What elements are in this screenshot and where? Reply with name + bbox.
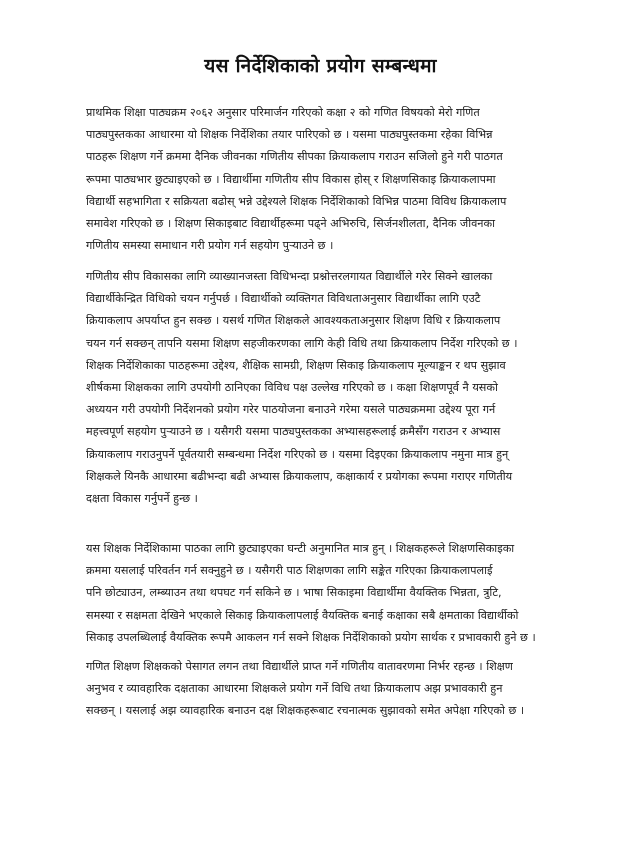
text-line: चयन गर्न सक्छन् तापनि यसमा शिक्षण सहजीकरणका लागि केही विधि तथा क्रियाकलाप निर्देश गरिएको छ । [86,336,518,350]
page-title: यस निर्देशिकाको प्रयोग सम्बन्धमा [204,55,437,77]
text-line: सक्छन् । यसलाई अझ व्यावहारिक बनाउन दक्ष शिक्षकहरूबाट रचनात्मक सुझावको समेत अपेक्षा गरिएको छ । [86,704,525,718]
paragraph-4 [86,656,609,723]
text-line: विद्यार्थी सहभागिता र सक्रियता बढोस् भन्ने उद्देश्यले शिक्षक निर्देशिकाको विभिन्न पाठमा विविध क्रियाकलाप [86,194,507,208]
text-line: गणित शिक्षण शिक्षकको पेसागत लगन तथा विद्यार्थीले प्राप्त गर्ने गणितीय वातावरणमा निर्भर रहन्छ । शिक्षण [86,660,513,673]
text-line: प्राथमिक शिक्षा पाठ्यक्रम २०६२ अनुसार परिमार्जन गरिएको कक्षा २ को गणित विषयको मेरो गणित [86,106,480,119]
text-line: सिकाइ उपलब्धिलाई वैयक्तिक रूपमै आकलन गर्न सक्ने शिक्षक निर्देशिकाको प्रयोग सार्थक र प्रभावकारी हुने छ । [86,630,536,644]
text-line: क्रियाकलाप गराउनुपर्ने पूर्वतयारी सम्बन्धमा निर्देश गरिएको छ । यसमा दिइएका क्रियाकलाप नमुना मात्र हुन् [86,447,509,461]
text-line: गणितीय समस्या समाधान गरी प्रयोग गर्न सहयोग पुऱ्याउने छ । [86,239,334,253]
text-line: पाठ्यपुस्तकका आधारमा यो शिक्षक निर्देशिका तयार पारिएको छ । यसमा पाठ्यपुस्तकमा रहेका विभिन्न [86,128,493,142]
text-line: अनुभव र व्यावहारिक दक्षताका आधारमा शिक्षकले प्रयोग गर्ने विधि तथा क्रियाकलाप अझ प्रभावकारी हुन [86,682,503,696]
text-line: दक्षता विकास गर्नुपर्ने हुन्छ । [86,492,198,506]
text-line: पनि छोट्याउन, लम्ब्याउन तथा थपघट गर्न सकिने छ । भाषा सिकाइमा विद्यार्थीमा वैयक्तिक भिन्नता, त्रुटि, [86,586,502,600]
paragraph-3 [86,538,609,649]
text-line: गणितीय सीप विकासका लागि व्याख्यानजस्ता विधिभन्दा प्रश्नोत्तरलगायत विद्यार्थीले गरेर सिक्ने खालका [86,270,493,283]
text-line: यस शिक्षक निर्देशिकामा पाठका लागि छुट्याइएका घन्टी अनुमानित मात्र हुन् । शिक्षकहरूले शिक्षणसिकाइका [86,542,515,555]
paragraph-2 [86,266,609,510]
text-line: शीर्षकमा शिक्षकका लागि उपयोगी ठानिएका विविध पक्ष उल्लेख गरिएको छ । कक्षा शिक्षणपूर्व नै यसको [86,381,498,395]
text-line: शिक्षक निर्देशिकाका पाठहरूमा उद्देश्य, शैक्षिक सामग्री, शिक्षण सिकाइ क्रियाकलाप मूल्याङ्कन र थप सुझाव [86,358,506,372]
text-line: विद्यार्थीकेन्द्रित विधिको चयन गर्नुपर्छ । विद्यार्थीको व्यक्तिगत विविधताअनुसार विद्यार्थीका लागि एउटै [86,292,481,306]
text-line: समावेश गरिएको छ । शिक्षण सिकाइबाट विद्यार्थीहरूमा पढ्ने अभिरुचि, सिर्जनशीलता, दैनिक जीवनका [86,217,496,231]
text-line: अध्ययन गरी उपयोगी निर्देशनको प्रयोग गरेर पाठयोजना बनाउने गरेमा यसले पाठ्यक्रममा उद्देश्य पूरा गर्न [86,403,496,417]
text-line: रूपमा पाठ्यभार छुट्याइएको छ । विद्यार्थीमा गणितीय सीप विकास होस् र शिक्षणसिकाइ क्रियाकलापमा [86,172,496,186]
text-line: शिक्षकले यिनकै आधारमा बढीभन्दा बढी अभ्यास क्रियाकलाप, कक्षाकार्य र प्रयोगका रूपमा गराएर गणितीय [86,469,513,483]
paragraph-1 [86,102,609,257]
text-line: समस्या र सक्षमता देखिने भएकाले सिकाइ क्रियाकलापलाई वैयक्तिक बनाई कक्षाका सबै क्षमताका विद्यार्थीको [86,608,519,622]
text-line: पाठहरू शिक्षण गर्ने क्रममा दैनिक जीवनका गणितीय सीपका क्रियाकलाप गराउन सजिलो हुने गरी पाठगत [86,150,503,164]
text-line: महत्त्वपूर्ण सहयोग पुऱ्याउने छ । यसैगरी यसमा पाठ्यपुस्तकका अभ्यासहरूलाई क्रमैसँग गराउन र अभ्यास [86,425,501,439]
text-line: क्रियाकलाप अपर्याप्त हुन सक्छ । यसर्थ गणित शिक्षकले आवश्यकताअनुसार शिक्षण विधि र क्रियाकलाप [86,314,501,328]
text-line: क्रममा यसलाई परिवर्तन गर्न सक्नुहुने छ । यसैगरी पाठ शिक्षणका लागि सङ्केत गरिएका क्रियाकलापलाई [86,564,493,578]
